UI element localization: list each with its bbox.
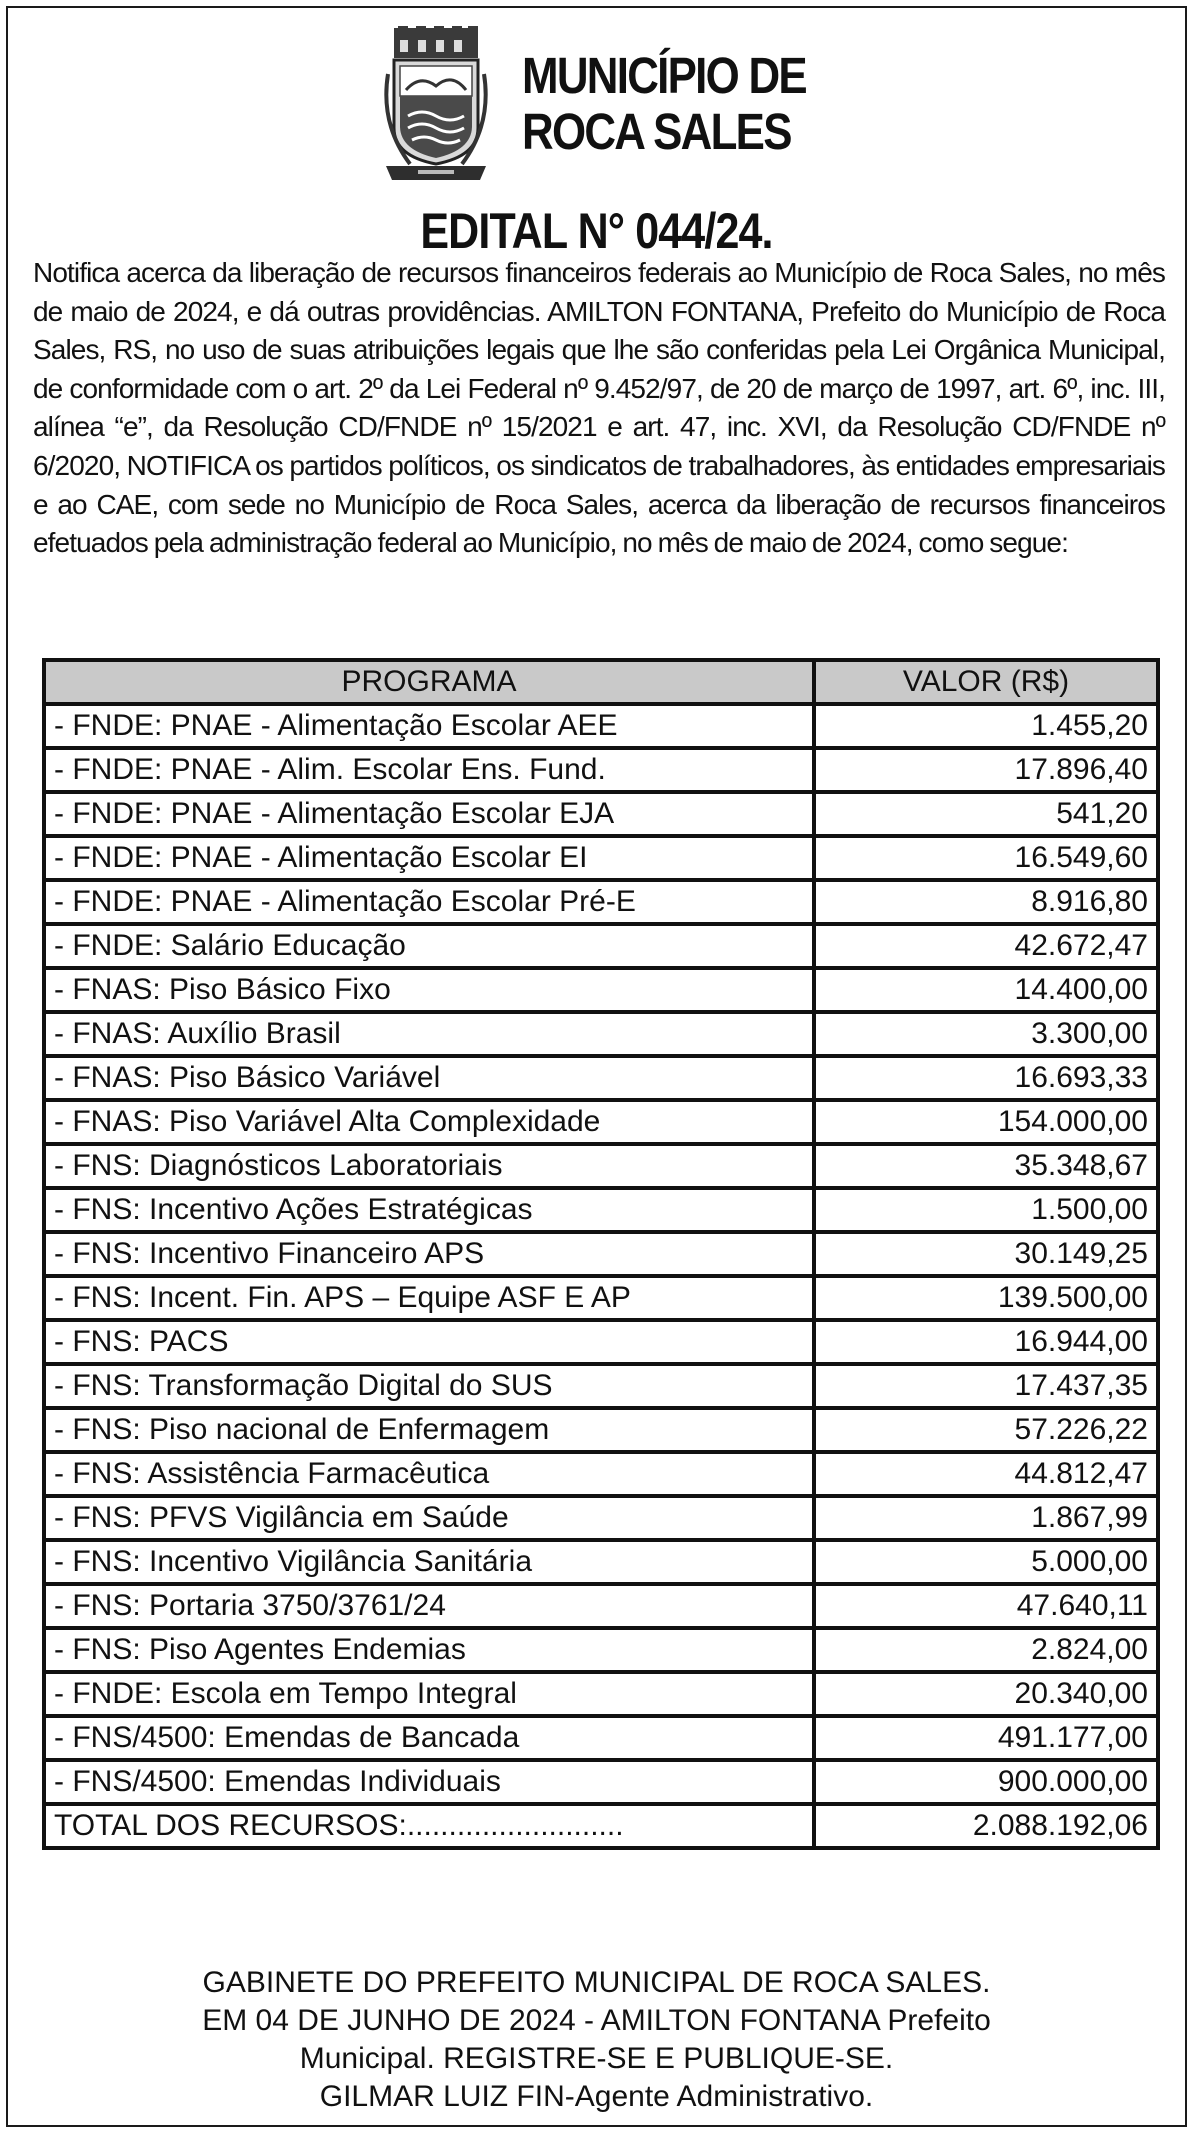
- value-cell: 491.177,00: [814, 1716, 1158, 1760]
- table-total-row: [44, 1804, 1158, 1848]
- value-cell: 1.455,20: [814, 704, 1158, 748]
- table-row: [44, 1540, 1158, 1584]
- municipality-title: [522, 48, 806, 160]
- program-cell: - FNS: PFVS Vigilância em Saúde: [44, 1496, 814, 1540]
- signature-block: [8, 1964, 1185, 2116]
- table-row: [44, 1584, 1158, 1628]
- table-row: [44, 1672, 1158, 1716]
- program-cell: - FNAS: Auxílio Brasil: [44, 1012, 814, 1056]
- value-cell: 44.812,47: [814, 1452, 1158, 1496]
- table-header-row: [44, 660, 1158, 704]
- table-row: [44, 968, 1158, 1012]
- program-cell: - FNDE: PNAE - Alimentação Escolar AEE: [44, 704, 814, 748]
- value-cell: 2.824,00: [814, 1628, 1158, 1672]
- table-row: [44, 1100, 1158, 1144]
- program-cell: - FNAS: Piso Básico Variável: [44, 1056, 814, 1100]
- program-cell: - FNS/4500: Emendas Individuais: [44, 1760, 814, 1804]
- table-row: [44, 1496, 1158, 1540]
- value-cell: 16.944,00: [814, 1320, 1158, 1364]
- column-header-valor: VALOR (R$): [814, 660, 1158, 704]
- value-cell: 139.500,00: [814, 1276, 1158, 1320]
- value-cell: 47.640,11: [814, 1584, 1158, 1628]
- footer-line-2: EM 04 DE JUNHO DE 2024 - AMILTON FONTANA Prefeito: [202, 2004, 991, 2037]
- program-cell: - FNS: Incent. Fin. APS – Equipe ASF E AP: [44, 1276, 814, 1320]
- program-cell: - FNDE: PNAE - Alimentação Escolar Pré-E: [44, 880, 814, 924]
- table-row: [44, 880, 1158, 924]
- table-row: [44, 1232, 1158, 1276]
- municipality-title-line1: MUNICÍPIO DE: [522, 47, 806, 104]
- table-row: [44, 704, 1158, 748]
- total-value: 2.088.192,06: [814, 1804, 1158, 1848]
- program-cell: - FNS/4500: Emendas de Bancada: [44, 1716, 814, 1760]
- program-cell: - FNDE: Escola em Tempo Integral: [44, 1672, 814, 1716]
- value-cell: 1.867,99: [814, 1496, 1158, 1540]
- resources-table-container: [42, 658, 1156, 1850]
- value-cell: 35.348,67: [814, 1144, 1158, 1188]
- municipality-title-line2: ROCA SALES: [522, 103, 791, 160]
- coat-of-arms-icon: [380, 24, 492, 184]
- program-cell: - FNDE: Salário Educação: [44, 924, 814, 968]
- footer-line-3: Municipal. REGISTRE-SE E PUBLIQUE-SE.: [299, 2042, 894, 2075]
- table-row: [44, 1716, 1158, 1760]
- value-cell: 14.400,00: [814, 968, 1158, 1012]
- program-cell: - FNS: Incentivo Vigilância Sanitária: [44, 1540, 814, 1584]
- table-row: [44, 1408, 1158, 1452]
- program-cell: - FNS: Assistência Farmacêutica: [44, 1452, 814, 1496]
- column-header-programa: PROGRAMA: [44, 660, 814, 704]
- table-row: [44, 1320, 1158, 1364]
- table-row: [44, 792, 1158, 836]
- edital-title: EDITAL N° 044/24.: [420, 203, 773, 259]
- program-cell: - FNS: Transformação Digital do SUS: [44, 1364, 814, 1408]
- value-cell: 3.300,00: [814, 1012, 1158, 1056]
- table-row: [44, 1012, 1158, 1056]
- value-cell: 17.896,40: [814, 748, 1158, 792]
- value-cell: 16.549,60: [814, 836, 1158, 880]
- value-cell: 57.226,22: [814, 1408, 1158, 1452]
- program-cell: - FNDE: PNAE - Alimentação Escolar EJA: [44, 792, 814, 836]
- value-cell: 8.916,80: [814, 880, 1158, 924]
- value-cell: 5.000,00: [814, 1540, 1158, 1584]
- value-cell: 900.000,00: [814, 1760, 1158, 1804]
- value-cell: 154.000,00: [814, 1100, 1158, 1144]
- table-row: [44, 1452, 1158, 1496]
- program-cell: - FNS: Diagnósticos Laboratoriais: [44, 1144, 814, 1188]
- program-cell: - FNDE: PNAE - Alimentação Escolar EI: [44, 836, 814, 880]
- value-cell: 16.693,33: [814, 1056, 1158, 1100]
- value-cell: 541,20: [814, 792, 1158, 836]
- value-cell: 1.500,00: [814, 1188, 1158, 1232]
- program-cell: - FNS: Incentivo Ações Estratégicas: [44, 1188, 814, 1232]
- program-cell: - FNS: Piso nacional de Enfermagem: [44, 1408, 814, 1452]
- value-cell: 17.437,35: [814, 1364, 1158, 1408]
- program-cell: - FNS: Portaria 3750/3761/24: [44, 1584, 814, 1628]
- table-row: [44, 1144, 1158, 1188]
- table-row: [44, 1188, 1158, 1232]
- footer-line-4: GILMAR LUIZ FIN-Agente Administrativo.: [319, 2080, 874, 2113]
- table-row: [44, 836, 1158, 880]
- table-row: [44, 1760, 1158, 1804]
- municipality-header: [380, 24, 852, 184]
- table-row: [44, 1628, 1158, 1672]
- program-cell: - FNS: Piso Agentes Endemias: [44, 1628, 814, 1672]
- value-cell: 42.672,47: [814, 924, 1158, 968]
- value-cell: 30.149,25: [814, 1232, 1158, 1276]
- table-row: [44, 1364, 1158, 1408]
- table-row: [44, 1276, 1158, 1320]
- edital-page: [6, 6, 1187, 2127]
- footer-line-1: GABINETE DO PREFEITO MUNICIPAL DE ROCA SALES.: [202, 1966, 991, 1999]
- total-label: TOTAL DOS RECURSOS:..........................: [44, 1804, 814, 1848]
- table-row: [44, 924, 1158, 968]
- value-cell: 20.340,00: [814, 1672, 1158, 1716]
- program-cell: - FNS: Incentivo Financeiro APS: [44, 1232, 814, 1276]
- program-cell: - FNAS: Piso Básico Fixo: [44, 968, 814, 1012]
- program-cell: - FNS: PACS: [44, 1320, 814, 1364]
- intro-paragraph: Notifica acerca da liberação de recursos financeiros federais ao Município de Roca Sales, no mês de maio de 2024, e dá outras providências. AMILTON FONTANA, Prefeito do Município de Roca Sales, RS, no uso de suas atribuições legais que lhe são conferidas pela Lei Orgânica Municipal, de conformidade com o art. 2º da Lei Federal nº 9.452/97, de 20 de março de 1997, art. 6º, inc. III, alínea “e”, da Resolução CD/FNDE nº 15/2021 e art. 47, inc. XVI, da Resolução CD/FNDE nº 6/2020, NOTIFICA os partidos políticos, os sindicatos de trabalhadores, às entidades empresariais e ao CAE, com sede no Município de Roca Sales, acerca da liberação de recursos financeiros efetuados pela administração federal ao Município, no mês de maio de 2024, como segue:: [33, 257, 1165, 559]
- program-cell: - FNDE: PNAE - Alim. Escolar Ens. Fund.: [44, 748, 814, 792]
- table-row: [44, 748, 1158, 792]
- table-row: [44, 1056, 1158, 1100]
- resources-table: [42, 658, 1160, 1850]
- program-cell: - FNAS: Piso Variável Alta Complexidade: [44, 1100, 814, 1144]
